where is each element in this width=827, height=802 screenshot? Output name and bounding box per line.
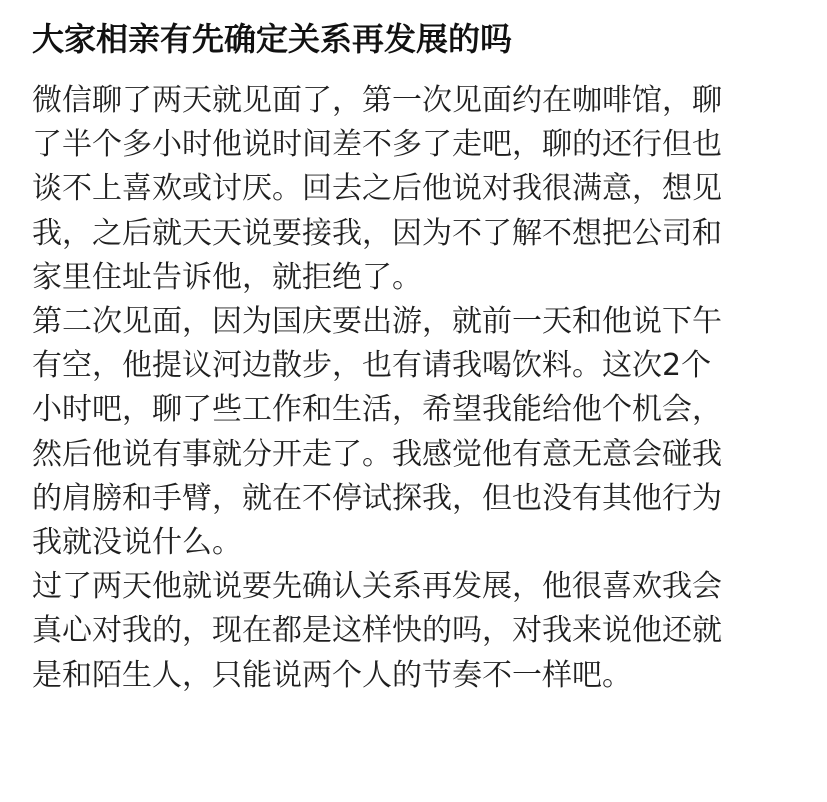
post-line: 过了两天他就说要先确认关系再发展，他很喜欢我会 xyxy=(32,569,722,605)
post-title: 大家相亲有先确定关系再发展的吗 xyxy=(32,20,513,58)
post-line: 微信聊了两天就见面了，第一次见面约在咖啡馆，聊 xyxy=(32,83,722,118)
post-line: 是和陌生人，只能说两个人的节奏不一样吧。 xyxy=(32,657,632,693)
post-line: 家里住址告诉他，就拒绝了。 xyxy=(32,259,422,295)
post-line: 我就没说什么。 xyxy=(32,525,242,561)
post-line: 真心对我的，现在都是这样快的吗，对我来说他还就 xyxy=(32,613,722,649)
post-line: 然后他说有事就分开走了。我感觉他有意无意会碰我 xyxy=(32,436,722,472)
post-line: 小时吧，聊了些工作和生活，希望我能给他个机会， xyxy=(32,392,722,428)
post-line: 谈不上喜欢或讨厌。回去之后他说对我很满意，想见 xyxy=(32,171,722,207)
post-line: 了半个多小时他说时间差不多了走吧，聊的还行但也 xyxy=(32,127,722,163)
post-line: 的肩膀和手臂，就在不停试探我，但也没有其他行为 xyxy=(32,480,722,516)
post-line: 第二次见面，因为国庆要出游，就前一天和他说下午 xyxy=(32,304,722,340)
post-body xyxy=(32,79,797,698)
post-line: 我，之后就天天说要接我，因为不了解不想把公司和 xyxy=(32,215,722,251)
post-line: 有空，他提议河边散步，也有请我喝饮料。这次2个 xyxy=(32,348,712,384)
